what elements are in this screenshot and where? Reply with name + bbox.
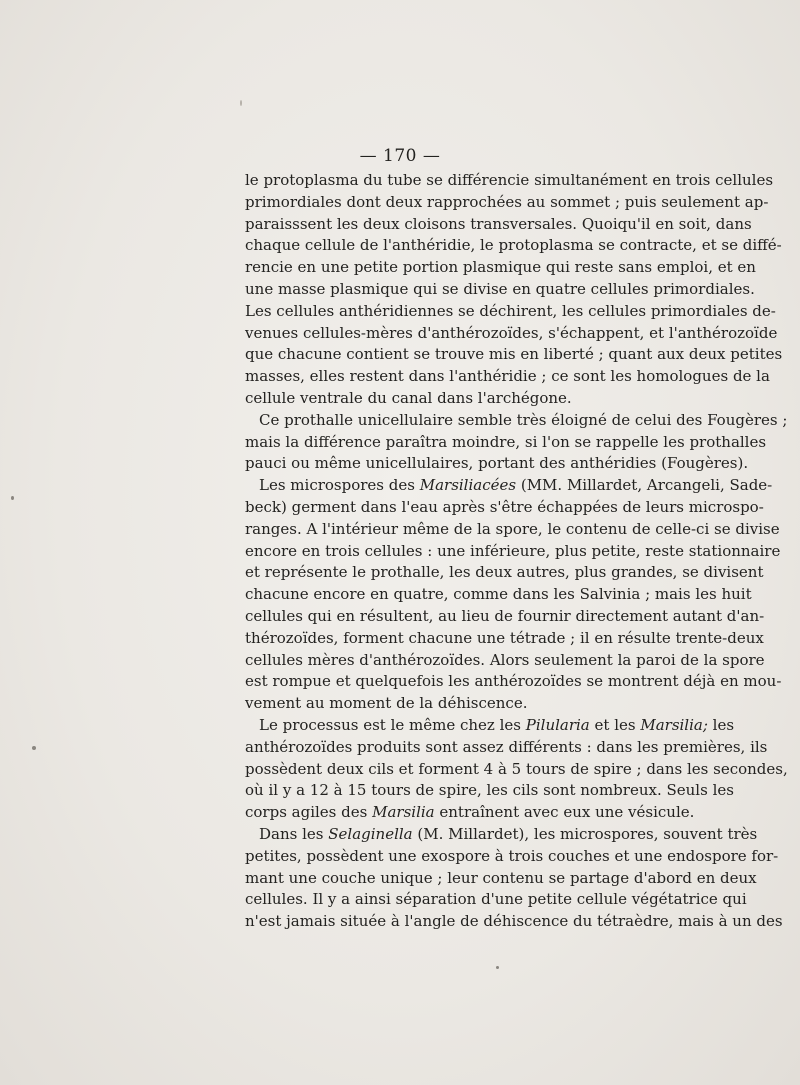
text-line: mant une couche unique ; leur contenu se partage d'abord en deux xyxy=(245,868,757,887)
text-line: est rompue et quelquefois les anthérozoïdes se montrent déjà en mou- xyxy=(245,672,782,691)
paragraph-p5 xyxy=(245,824,783,933)
text-line: encore en trois cellules : une inférieure, plus petite, reste stationnaire xyxy=(245,541,781,560)
text-line: pauci ou même unicellulaires, portant des anthéridies (Fougères). xyxy=(245,454,749,473)
text-line: thérozoïdes, forment chacune une tétrade ; il en résulte trente-deux xyxy=(245,628,764,647)
scan-speck xyxy=(496,966,499,969)
text-line: vement au moment de la déhiscence. xyxy=(245,694,528,713)
text-line: que chacune contient se trouve mis en liberté ; quant aux deux petites xyxy=(245,345,783,364)
text-line: corps agiles des Marsilia entraînent avec eux une vésicule. xyxy=(245,803,695,822)
text-line: Les cellules anthéridiennes se déchirent, les cellules primordiales de- xyxy=(245,301,776,320)
text-line: chacune encore en quatre, comme dans les Salvinia ; mais les huit xyxy=(245,585,752,604)
scan-speck xyxy=(32,746,36,750)
paragraph-p1 xyxy=(245,170,783,410)
text-line: Le processus est le même chez les Pilularia et les Marsilia; les xyxy=(259,715,735,734)
text-line: le protoplasma du tube se différencie simultanément en trois cellules xyxy=(245,171,774,189)
text-line: cellules mères d'anthérozoïdes. Alors seulement la paroi de la spore xyxy=(245,650,765,669)
text-line: venues cellules-mères d'anthérozoïdes, s'échappent, et l'anthérozoïde xyxy=(245,323,778,342)
text-line: cellules. Il y a ainsi séparation d'une petite cellule végétatrice qui xyxy=(245,890,747,909)
text-line: paraisssent les deux cloisons transversales. Quoiqu'il en soit, dans xyxy=(245,214,752,233)
text-line: Les microspores des Marsiliacées (MM. Millardet, Arcangeli, Sade- xyxy=(259,476,773,495)
text-line: chaque cellule de l'anthéridie, le protoplasma se contracte, et se diffé- xyxy=(245,236,782,255)
text-line: ranges. A l'intérieur même de la spore, le contenu de celle-ci se divise xyxy=(245,519,780,538)
text-line: primordiales dont deux rapprochées au sommet ; puis seulement ap- xyxy=(245,192,769,211)
text-line: Ce prothalle unicellulaire semble très éloigné de celui des Fougères ; xyxy=(259,410,788,429)
text-line: Dans les Selaginella (M. Millardet), les microspores, souvent très xyxy=(259,824,758,843)
text-line: possèdent deux cils et forment 4 à 5 tours de spire ; dans les secondes, xyxy=(245,759,788,778)
text-line: mais la différence paraîtra moindre, si l'on se rappelle les prothalles xyxy=(245,432,767,451)
paragraph-p4 xyxy=(245,715,788,824)
text-line: et représente le prothalle, les deux autres, plus grandes, se divisent xyxy=(245,563,764,582)
text-line: rencie en une petite portion plasmique qui reste sans emploi, et en xyxy=(245,258,756,277)
text-line: petites, possèdent une exospore à trois couches et une endospore for- xyxy=(245,846,779,865)
text-line: n'est jamais située à l'angle de déhiscence du tétraèdre, mais à un des xyxy=(245,912,783,931)
scan-speck xyxy=(240,100,242,106)
text-line: cellules qui en résultent, au lieu de fournir directement autant d'an- xyxy=(245,606,765,625)
body-text xyxy=(245,170,788,933)
paragraph-p2 xyxy=(245,410,788,475)
page-number-value: 170 xyxy=(383,146,417,166)
text-line: masses, elles restent dans l'anthéridie ; ce sont les homologues de la xyxy=(245,367,770,386)
page-number: — 170 — xyxy=(359,146,441,166)
text-line: une masse plasmique qui se divise en quatre cellules primordiales. xyxy=(245,279,755,298)
paragraph-p3 xyxy=(245,475,782,715)
text-line: anthérozoïdes produits sont assez différents : dans les premières, ils xyxy=(245,737,768,756)
text-line: beck) germent dans l'eau après s'être échappées de leurs microspo- xyxy=(245,497,764,516)
text-line: cellule ventrale du canal dans l'archégone. xyxy=(245,388,572,407)
scan-speck xyxy=(11,496,14,500)
text-line: où il y a 12 à 15 tours de spire, les cils sont nombreux. Seuls les xyxy=(245,781,734,800)
